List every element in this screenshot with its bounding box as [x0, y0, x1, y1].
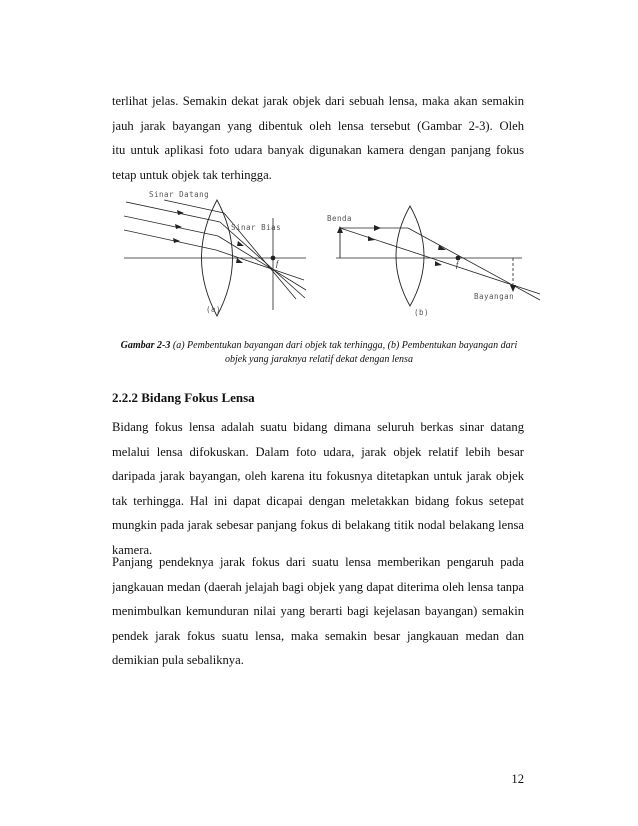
text-line: demikian pula sebaliknya.	[112, 653, 244, 667]
paragraph-jangkauan	[112, 550, 524, 673]
caption-text-1: (a) Pembentukan bayangan dari objek tak terhingga, (b) Pembentukan bayangan dari	[170, 340, 518, 351]
text-line: Bidang fokus lensa adalah suatu bidang dimana seluruh berkas sinar datang	[112, 420, 524, 434]
label-sinar-bias: Sinar Bias	[231, 223, 282, 232]
lens-b	[396, 206, 424, 306]
caption-line-2: objek yang jaraknya relatif dekat dengan lensa	[225, 354, 413, 365]
paragraph-bidang-fokus	[112, 415, 524, 562]
page-number: 12	[511, 772, 524, 786]
arrowhead	[337, 226, 343, 233]
caption-prefix: Gambar 2-3	[120, 340, 171, 351]
arrowhead	[374, 225, 381, 231]
text-line: jauh jarak bayangan yang dibentuk oleh lensa tersebut (Gambar 2-3). Oleh	[112, 118, 524, 133]
diagram-a	[124, 190, 306, 316]
ray	[164, 200, 224, 213]
diagram-b	[327, 206, 540, 317]
label-focal-b: f	[456, 260, 459, 269]
focal-point-a	[271, 256, 276, 261]
arrowhead	[435, 261, 442, 266]
text-line: daripada jarak bayangan, oleh karena itu fokusnya ditetapkan untuk jarak objek	[112, 469, 524, 483]
ray	[126, 202, 220, 222]
label-bayangan: Bayangan	[474, 292, 515, 301]
text-line: tetap untuk objek tak terhingga.	[112, 167, 272, 182]
text-line: tak terhingga. Hal ini dapat dicapai dengan meletakkan bidang fokus setepat	[112, 493, 524, 508]
text-line: terlihat jelas. Semakin dekat jarak objek dari sebuah lensa, maka akan semakin	[112, 94, 524, 108]
label-focal-a: f	[276, 259, 279, 268]
text-line: kamera.	[112, 542, 153, 557]
figure-caption	[112, 339, 526, 367]
arrowhead	[237, 241, 244, 246]
label-benda: Benda	[327, 214, 353, 223]
text-line: itu untuk aplikasi foto udara banyak digunakan kamera dengan panjang fokus	[112, 143, 524, 157]
label-sinar-datang: Sinar Datang	[149, 190, 210, 199]
text-line: jangkauan medan (daerah jelajah bagi objek yang dapat diterima oleh lensa tanpa	[112, 579, 524, 594]
arrowhead	[438, 245, 446, 250]
text-line: Panjang pendeknya jarak fokus dari suatu lensa memberikan pengaruh pada	[112, 555, 524, 569]
caption-line-1	[112, 339, 526, 353]
text-line: melalui lensa difokuskan. Dalam foto udara, jarak objek relatif lebih besar	[112, 444, 524, 459]
ray	[216, 250, 304, 280]
ray	[408, 228, 540, 300]
ray	[218, 236, 306, 290]
text-line: mungkin pada jarak sebesar panjang fokus di belakang titik nodal belakang lensa	[112, 518, 524, 532]
arrowhead	[368, 236, 375, 241]
label-a: (a)	[206, 305, 222, 314]
section-heading: 2.2.2 Bidang Fokus Lensa	[112, 390, 255, 405]
label-b: (b)	[414, 308, 430, 317]
text-line: menimbulkan kemunduran nilai yang berarti bagi kejelasan bayangan) semakin	[112, 604, 524, 618]
text-line: pendek jarak fokus suatu lensa, maka semakin besar jangkauan medan dan	[112, 628, 524, 643]
